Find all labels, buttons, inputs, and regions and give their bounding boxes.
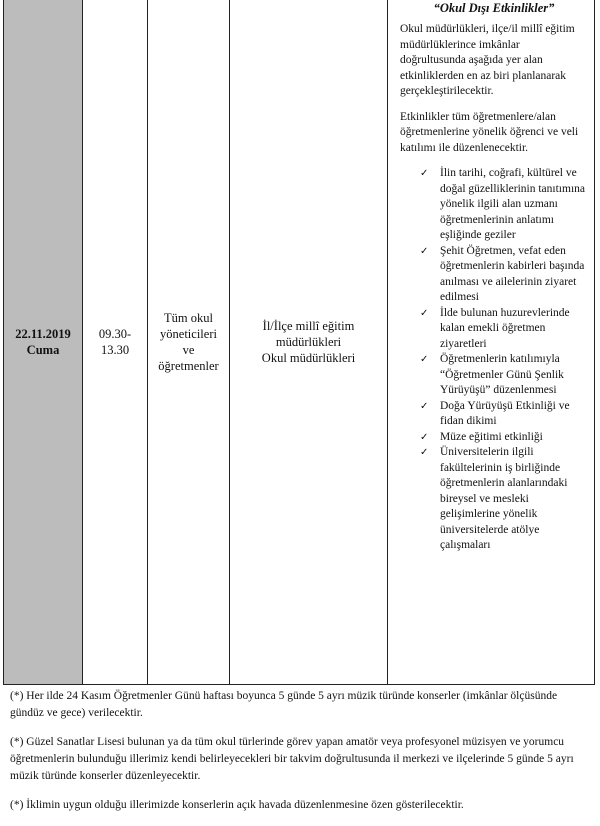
list-item: ✓ Üniversitelerin ilgili fakültelerinin iş birliğinde öğretmenlerin alanlarındaki bireysel ve mesleki gelişimlerine yönelik üniversitelerde atölye çalışmaları	[420, 446, 568, 551]
check-mark-icon: ✓	[420, 431, 429, 443]
check-mark-icon: ✓	[420, 447, 429, 458]
list-item: ✓ Doğa Yürüyüşü Etkinliği ve fidan dikimi	[420, 399, 570, 427]
list-item: ✓ İlin tarihi, coğrafi, kültürel ve doğal güzelliklerinin tanıtımına yönelik ilgili alan uzmanı öğretmenlerinin anlatımı eşliğinde geziler	[420, 167, 585, 241]
list-item: ✓ Şehit Öğretmen, vefat eden öğretmenlerin kabirleri başında anılması ve ailelerinin ziyaret edilmesi	[420, 244, 585, 303]
schedule-table	[3, 0, 595, 685]
activity-cell	[388, 0, 594, 684]
responsible-cell	[230, 0, 388, 684]
time-start: 09.30-	[98, 327, 132, 341]
participants-line: Tüm okul	[164, 311, 213, 325]
date-cell	[4, 0, 83, 684]
check-mark-icon: ✓	[420, 400, 429, 412]
day-text: Cuma	[26, 343, 60, 357]
footnote: (*) İklimin uygun olduğu illerimizde konserlerin açık havada düzenlenmesine özen gösterilecektir.	[10, 799, 464, 811]
list-item: ✓ Müze eğitimi etkinliği	[420, 430, 588, 446]
participants-cell	[148, 0, 230, 684]
participants-line: yöneticileri	[160, 327, 217, 341]
time-cell	[83, 0, 148, 684]
activity-paragraph: Okul müdürlükleri, ilçe/il millî eğitim müdürlüklerince imkânlar doğrultusunda aşağıda yer alan etkinliklerden en az biri planlanarak gerçekleştirilecektir.	[400, 23, 575, 97]
list-item: ✓ Öğretmenlerin katılımıyla “Öğretmenler Günü Şenlik Yürüyüşü” düzenlenmesi	[420, 353, 564, 396]
list-item: ✓ İlde bulunan huzurevlerinde kalan emekli öğretmen ziyaretleri	[420, 306, 570, 350]
responsible-line: İl/İlçe millî eğitim	[262, 319, 355, 333]
check-mark-icon: ✓	[420, 307, 429, 319]
time-end: 13.30	[100, 343, 130, 357]
check-mark-icon: ✓	[420, 168, 429, 179]
responsible-line: Okul müdürlükleri	[261, 351, 356, 365]
check-mark-icon: ✓	[420, 245, 429, 257]
activity-list	[400, 166, 588, 554]
participants-line: öğretmenler	[158, 359, 219, 373]
responsible-line: müdürlükleri	[275, 335, 342, 349]
date-text: 22.11.2019	[15, 327, 71, 341]
footnotes	[10, 688, 590, 826]
footnote: (*) Her ilde 24 Kasım Öğretmenler Günü haftası boyunca 5 günde 5 ayrı müzik türünde konserler (imkânlar ölçüsünde gündüz ve gece) verilecektir.	[10, 690, 558, 719]
footnote: (*) Güzel Sanatlar Lisesi bulunan ya da tüm okul türlerinde görev yapan amatör veya profesyonel müzisyen ve yorumcu öğretmenlerin bulunduğu illerimiz kendi belirleyecekleri bir takvim doğrultusunda il merkezi ve ilçelerinde 5 günde 5 ayrı müzik türünde konserler düzenleyecektir.	[10, 736, 574, 782]
check-mark-icon: ✓	[420, 354, 429, 365]
activity-paragraph: Etkinlikler tüm öğretmenlere/alan öğretmenlerine yönelik öğrenci ve veli katılımı ile düzenlenecektir.	[400, 110, 579, 154]
participants-line: ve	[182, 343, 195, 357]
activity-title: “Okul Dışı Etkinlikler”	[433, 1, 555, 15]
